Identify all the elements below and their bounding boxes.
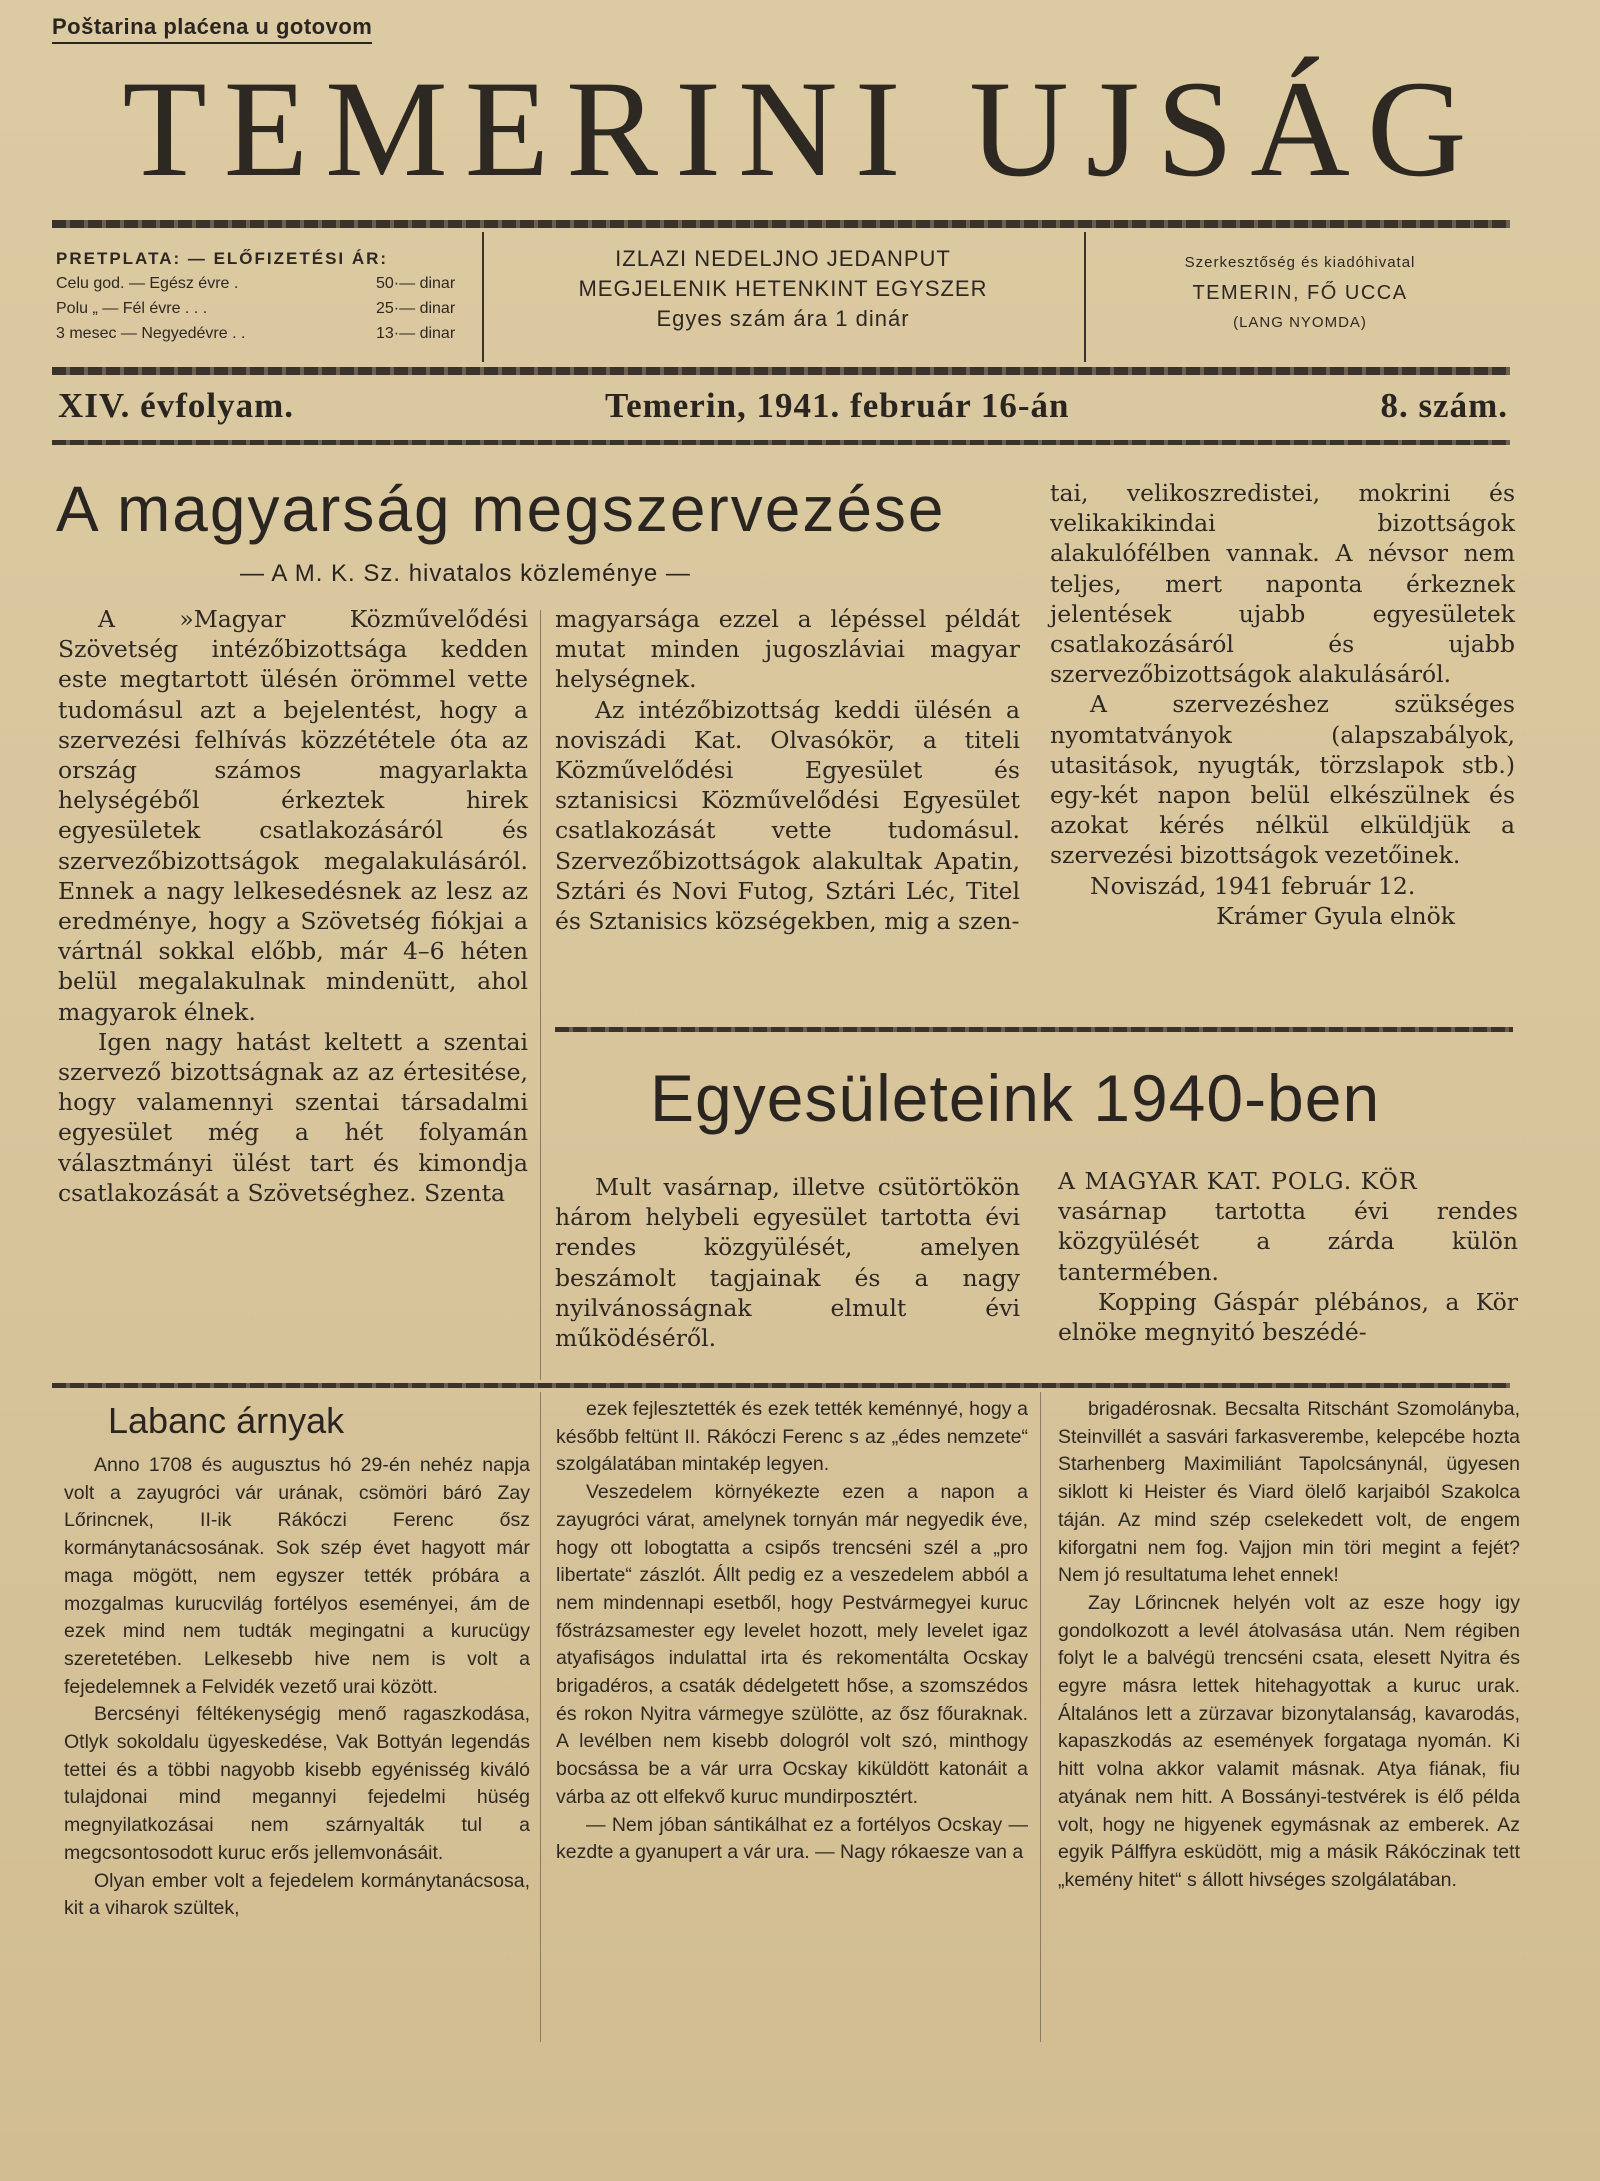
- paragraph: Veszedelem környékezte ezen a napon a zayugróci várat, amelynek tornyán már negyedik éve, hogy ott lobogtatta a csipős trencséni szél a „pro libertate“ zászlót. Állt pedig ez a veszedelem abból a nem mindennapi esetből, hogy Pestvármegyei kuruc főstrázsamester egy levelet hozott, mely levelet igaz atyafiságos indulattal irta és rekomentálta Ocskay brigadéros, a csaták dédelgetett hőse, a szomszédos és rokon Nyitra vármegye szülötte, az ősz főuraknak. A levélben nem kisebb dologról volt szó, minthogy bocsássa be a vár urra Ocskay kiküldött katonáit a várba az ott elfekvő kuruc mundirposztért.: [556, 1481, 1028, 1808]
- masthead-rule-top: [52, 220, 1510, 228]
- paragraph: Bercsényi féltékenységig menő ragaszkodása, Otlyk sokoldalu ügyeskedése, Vak Bottyán legendás tettei és a többi nagyobb kisebb egyénisség kiváló tulajdonai mind megannyi fejedelmi hüség megnyilatkozásai nem szárnyalták tul a megcsontosodott kuruc erős jellemvonásáit.: [64, 1703, 530, 1864]
- subscription-row: [56, 296, 476, 321]
- issue-number: 8. szám.: [1380, 386, 1508, 425]
- paragraph: Igen nagy hatást keltett a szentai szervező bizottságnak az az értesitése, hogy valamennyi szentai társadalmi egyesület még a hét folyamán választmányi ülést tart és kimondja csatlakozását a Szövetséghez. Szenta: [58, 1027, 528, 1207]
- section-heading: A MAGYAR KAT. POLG. KÖR: [1058, 1167, 1418, 1195]
- subscription-row: [56, 271, 476, 296]
- paragraph: A »Magyar Közművelődési Szövetség intézőbizottsága kedden este megtartott ülésén örömmel vette tudomásul azt a bejelentést, hogy a szervezési felhívás közzététele óta az ország számos magyarlakta helységéből érkeztek hirek egyesületek csatlakozásáról és szervezőbizottságok megalakulásáról. Ennek a nagy lelkesedésnek az lesz az eredménye, hogy a Szövetség fiókjai a vártnál sokkal előbb, már 4–6 héten belül megalakulnak mindenütt, ahol magyarok élnek.: [58, 605, 528, 1026]
- article-separator: [52, 1383, 1510, 1388]
- office-line: TEMERIN, FŐ UCCA: [1192, 282, 1408, 304]
- publication-line: IZLAZI NEDELJNO JEDANPUT: [615, 246, 951, 271]
- office-line: Szerkesztőség és kiadóhivatal: [1184, 254, 1416, 271]
- publication-box: [488, 244, 1078, 334]
- article-separator: [555, 1027, 1513, 1032]
- article-column: [64, 1452, 530, 1923]
- subscription-label: Celu god. — Egész évre .: [56, 275, 239, 292]
- paragraph: Az intézőbizottság keddi ülésén a noviszádi Kat. Olvasókör, a titeli Közművelődési Egyesület és sztanisicsi Közművelődési Egyesület csatlakozását vette tudomásul. Szervezőbizottságok alakultak Apatin, Sztári és Novi Futog, Sztári Léc, Titel és Sztanisics községekben, mig a szen-: [555, 695, 1020, 936]
- paragraph: tai, velikoszredistei, mokrini és velikakikindai bizottságok alakulófélben vannak. A névsor nem teljes, mert naponta érkeznek jelentések ujabb egyesületek csatlakozásáról és ujabb szervezőbizottságok alakulásáról.: [1050, 479, 1515, 689]
- dateline-rule-bottom: [52, 440, 1510, 445]
- article-title: Egyesületeink 1940-ben: [650, 1061, 1381, 1135]
- place-date: Noviszád, 1941 február 12.: [1090, 871, 1416, 900]
- paragraph: Mult vasárnap, illetve csütörtökön három helybeli egyesület tartotta évi rendes közgyülését, amelyen beszámolt tagjainak és a nagy nyilvánosságnak elmult évi működéséről.: [555, 1173, 1020, 1353]
- issue-date: Temerin, 1941. február 16-án: [604, 386, 1070, 425]
- signature: Krámer Gyula elnök: [1216, 901, 1455, 930]
- article-column: [555, 1172, 1020, 1353]
- volume-number: XIV. évfolyam.: [58, 386, 294, 425]
- office-box: [1090, 248, 1510, 338]
- article-column: [1058, 1396, 1520, 1895]
- publication-line: Egyes szám ára 1 dinár: [656, 306, 910, 331]
- header-divider: [482, 232, 484, 362]
- column-divider: [1040, 1392, 1041, 2042]
- article-column: [1050, 478, 1515, 931]
- column-divider: [540, 1392, 541, 2042]
- article-column: [555, 604, 1020, 936]
- paragraph: — Nem jóban sántikálhat ez a fortélyos Ocskay — kezdte a gyanupert a vár ura. — Nagy rókaesze van a: [556, 1813, 1028, 1864]
- paragraph: A szervezéshez szükséges nyomtatványok (alapszabályok, utasitások, nyugták, törzslapok stb.) egy-két napon belül elkészülnek és azokat kérés nélkül elküldjük a szervezési bizottságok vezetőinek.: [1050, 690, 1515, 870]
- paragraph: magyarsága ezzel a lépéssel példát mutat minden jugoszláviai magyar helységnek.: [555, 605, 1020, 694]
- subscription-value: 50·— dinar: [376, 275, 456, 292]
- paragraph: ezek fejlesztették és ezek tették keménnyé, hogy a később feltünt II. Rákóczi Ferenc s az „édes nemzete“ szolgálatában mintakép legyen.: [556, 1398, 1028, 1476]
- postage-notice: Poštarina plaćena u gotovom: [52, 14, 372, 44]
- paragraph: brigadérosnak. Becsalta Ritschánt Szomolányba, Steinvillét a sasvári farkasverembe, kelepcébe hozta Starhenberg Maximiliánt Tapolcsánynál, ügyesen siklott ki Heister és Viard ölelő karjaiból Szakolca táján. Az mind szép cselekedett volt, de engem kiforgatni nem fog. Vajjon min töri megint a fejét? Nem jó resultatuma lehet ennek!: [1058, 1398, 1520, 1587]
- subscription-box: [56, 246, 476, 346]
- dateline: [58, 386, 1508, 426]
- subscription-label: Polu „ — Fél évre . . .: [56, 300, 208, 317]
- paragraph: Anno 1708 és augusztus hó 29-én nehéz napja volt a zayugróci vár urának, csömöri báró Zay Lőrincnek, II-ik Rákóczi Ferenc ősz kormánytanácsosának. Sok szép évet hagyott már maga mögött, nem egyszer tették próbára a mozgalmas kurucvilág fortélyos eseményei, ám de ezek mind nem tudták megingatni a kurucügy szeretetében. Lelkesebb hive nem is volt a fejedelemnek a Felvidék vezető urai között.: [64, 1454, 530, 1698]
- article-column: [1058, 1166, 1518, 1347]
- subscription-value: 13·— dinar: [376, 325, 456, 342]
- header-divider: [1084, 232, 1086, 362]
- dateline-rule-top: [52, 367, 1510, 375]
- article-subtitle: — A M. K. Sz. hivatalos közleménye —: [240, 560, 691, 587]
- subscription-label: 3 mesec — Negyedévre . .: [56, 325, 246, 342]
- subscription-row: [56, 321, 476, 346]
- subscription-value: 25·— dinar: [376, 300, 456, 317]
- article-title: A magyarság megszervezése: [56, 473, 946, 545]
- paragraph: Olyan ember volt a fejedelem kormánytanácsosa, kit a viharok szültek,: [64, 1869, 530, 1920]
- paragraph: Zay Lőrincnek helyén volt az esze hogy igy gondolkozott a levél átolvasása után. Nem régiben folyt le a balvégü trencséni csata, elesett Nyitra és egyre másra lettek hitehagyottak a kuruc urak. Általános lett a zürzavar bizonytalanság, kavarodás, kapaszkodás az események forgataga nyomán. Ki hitt volna akkor valamit másnak. Atya fiának, fiu atyának nem hitt. A Bossányi-testvérek is élő példa volt, hogy ne higyenek egymásnak az emberek. Az egyik Pálffyra esküdött, mig a másik Rákóczinak tett „kemény hitet“ s állott hivséges szolgálatában.: [1058, 1591, 1520, 1891]
- office-line: (LANG NYOMDA): [1233, 314, 1367, 331]
- article-column: [556, 1396, 1028, 1867]
- masthead-title: TEMERINI UJSÁG: [122, 52, 1484, 205]
- article-column: [58, 604, 528, 1208]
- publication-line: MEGJELENIK HETENKINT EGYSZER: [578, 276, 988, 301]
- column-divider: [540, 610, 541, 1380]
- paragraph: vasárnap tartotta évi rendes közgyülését a zárda külön tantermében.: [1058, 1197, 1518, 1286]
- article-title: Labanc árnyak: [108, 1400, 345, 1441]
- paragraph: Kopping Gáspár plébános, a Kör elnöke megnyitó beszédé-: [1058, 1287, 1518, 1347]
- subscription-heading: PRETPLATA: — ELŐFIZETÉSI ÁR:: [56, 249, 389, 268]
